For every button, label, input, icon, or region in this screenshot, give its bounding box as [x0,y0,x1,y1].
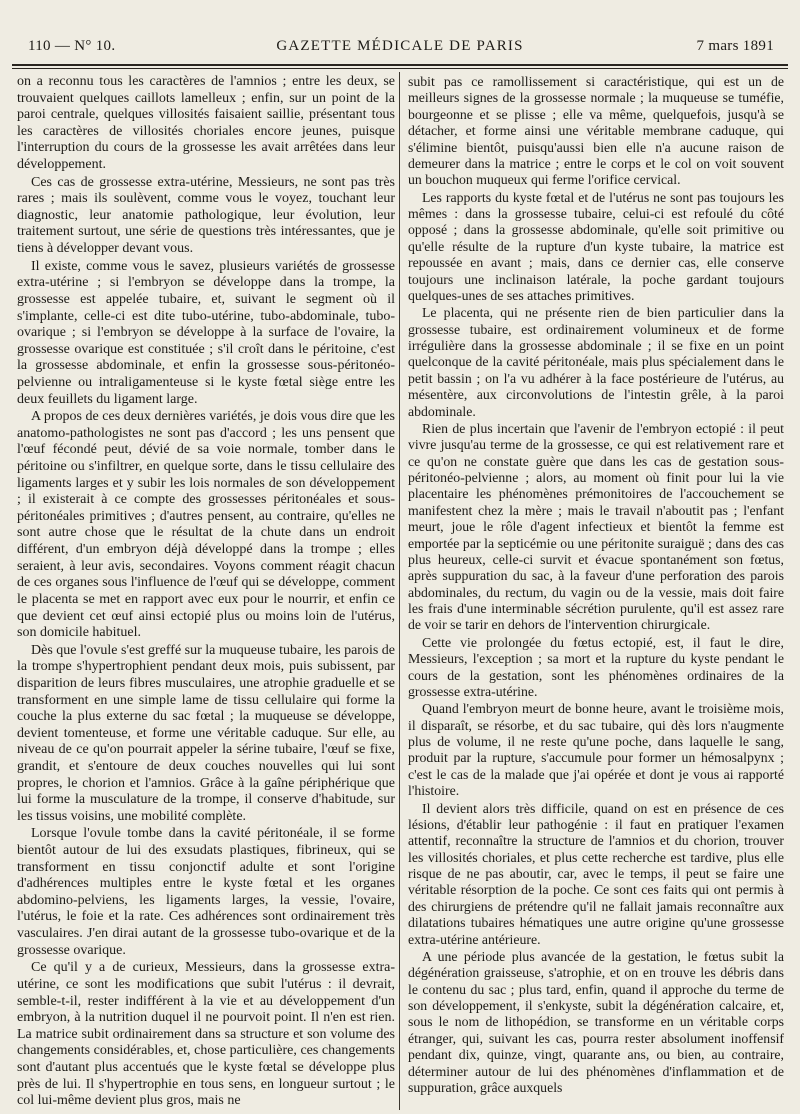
paragraph: Ce qu'il y a de curieux, Messieurs, dans la grossesse extra-utérine, ce sont les modifications que subit l'utérus : il devrait, semble-t-il, rester indifférent à la vie et au développement d'un embryon, à la nutrition duquel il ne pourvoit point. Il n'en est rien. La matrice subit ordinairement dans sa structure et son volume des changements considérables, et, chose particulière, ces changements sont d'autant plus accentués que le kyste fœtal se développe plus près de lui. Il s'hypertrophie en tous sens, en longueur surtout ; le col lui-même devient plus gros, mais ne [17,960,395,1109]
paragraph: Cette vie prolongée du fœtus ectopié, est, il faut le dire, Messieurs, l'exception ; sa mort et la rupture du kyste pendant le cours de la gestation, sont les phénomènes ordinaires de la grossesse extra-utérine. [408,634,784,699]
page-number: 110 — N° 10. [28,38,116,54]
header-rule [12,64,788,69]
paragraph: Dès que l'ovule s'est greffé sur la muqueuse tubaire, les parois de la trompe s'hypertrophient pendant deux mois, puis subissent, par disparition de leurs fibres musculaires, une atrophie graduelle et se transforment en une simple lame de tissu cellulaire qui forme la couche la plus externe du sac fœtal ; la muqueuse se développe, devient tomenteuse, et forme une véritable caduque. Sur elle, au niveau de ce qu'on pourrait appeler la sérine tubaire, l'œuf se fixe, grandit, et s'entoure de deux couches nouvelles qui lui sont propres, le chorion et l'amnios. Grâce à la gaîne périphérique que lui forme la musculature de la trompe, il conserve d'habitude, sur les tissus voisins, une mobilité complète. [17,642,396,824]
left-column [17,74,395,1110]
paragraph: Quand l'embryon meurt de bonne heure, avant le troisième mois, il disparaît, se résorbe, et du sac tubaire, qui dès lors n'augmente plus de volume, il ne reste qu'une poche, dans laquelle le sang, produit par la rupture, s'accumule pour former un hémosalpynx ; c'est le cas de la malade que j'ai opérée et dont je vous ai rapporté l'histoire. [408,701,784,799]
paragraph: Il existe, comme vous le savez, plusieurs variétés de grossesse extra-utérine ; si l'embryon se développe dans la trompe, la grossesse est appelée tubaire, et, suivant le segment où il s'implante, celle-ci est dite tubo-utérine, tubo-abdominale, tubo-ovarique ; si l'embryon se développe à la surface de l'ovaire, la grossesse ovarique est constituée ; s'il croît dans le péritoine, c'est la grossesse abdominale, et enfin la grossesse sous-péritonéo-pelvienne ou intraligamenteuse si le kyste fœtal siège entre les deux feuillets du ligament large. [17,258,395,407]
paragraph: Il devient alors très difficile, quand on est en présence de ces lésions, d'établir leur pathogénie : il faut en pratiquer l'examen attentif, reconnaître la structure de l'amnios et du chorion, trouver les villosités choriales, et plus cette recherche est tardive, plus elle risque de ne pas aboutir, car, avec le temps, il peut se faire une véritable résorption de la poche. Ce sont ces faits qui ont permis à des chirurgiens de prétendre qu'il ne fallait jamais reconnaître aux dilatations tubaires hématiques une autre origine qu'une grossesse extra-utérine antérieure. [408,800,784,947]
page-header [18,32,782,58]
paragraph: Les rapports du kyste fœtal et de l'utérus ne sont pas toujours les mêmes : dans la grossesse tubaire, celui-ci est refoulé du côté opposé ; dans la grossesse abdominale, qu'elle soit primitive ou qu'elle résulte de la rupture d'un kyste tubaire, la matrice est repoussée en avant ; mais, dans ce dernier cas, elle conserve toujours une inclinaison latérale, la poche gardant toujours quelques-unes de ses attaches primitives. [408,189,784,303]
paragraph: A propos de ces deux dernières variétés, je dois vous dire que les anatomo-pathologistes ne sont pas d'accord ; les uns pensent que l'œuf fécondé peut, dévié de sa voie normale, tomber dans le péritoine ou s'infiltrer, en quelque sorte, dans le tissu cellulaire des ligaments larges et y subir les lois normales de son développement ; il existerait à ce compte des grossesses péritonéales et sous-péritonéales primitives ; d'autres pensent, au contraire, qu'elles ne sont autre chose que le résultat de la chute dans un endroit différent, d'un embryon déjà développé dans la trompe ; elles seraient, à leur avis, secondaires. Voyons comment réagit chacun de ces organes sous l'influence de l'œuf qui se développe, comment le placenta se met en rapport avec eux pour le nourrir, et enfin ce que devient cet œuf ainsi ectopié plus ou moins loin de l'utérus, son domicile habituel. [17,409,395,641]
paragraph: Ces cas de grossesse extra-utérine, Messieurs, ne sont pas très rares ; mais ils soulèvent, comme vous le voyez, touchant leur diagnostic, leur anatomie pathologique, leur évolution, leur traitement surtout, une série de questions très intéressantes, que je tiens à développer devant vous. [17,174,395,257]
paragraph: A une période plus avancée de la gestation, le fœtus subit la dégénération graisseuse, s'atrophie, et on en trouve les débris dans le contenu du sac ; plus tard, enfin, quand il approche du terme de son développement, il s'enkyste, subit la dégénération calcaire, et, sous le nom de lithopédion, se transforme en un véritable corps étranger, qui, suivant les cas, pourra rester absolument inoffensif pendant dix, quinze, vingt, quarante ans, ou bien, au contraire, déterminer autour de lui des phénomènes d'inflammation et de suppuration, grâce auxquels [408,948,784,1095]
paragraph: on a reconnu tous les caractères de l'amnios ; entre les deux, se trouvaient quelques caillots lamelleux ; enfin, sur un point de la paroi centrale, quelques villosités faisaient saillie, présentant tous les caractères de villosités choriales encore jeunes, puisque l'interruption du cours de la grossesse les avait arrêtées dans leur développement. [17,74,395,173]
right-column [408,74,784,1096]
issue-date: 7 mars 1891 [696,38,774,54]
column-divider [399,72,400,1110]
paragraph: Rien de plus incertain que l'avenir de l'embryon ectopié : il peut vivre jusqu'au terme de la grossesse, ce qui est relativement rare et ce qu'on ne constate guère que dans les cas de gestation sous-péritonéo-pelvienne ; alors, au moment où finit pour lui la vie placentaire les phénomènes prémonitoires de l'accouchement se manifestent chez la mère ; mais le travail n'aboutit pas ; l'enfant meurt, joue le rôle d'agent infectieux et bientôt la femme est emportée par la septicémie ou une péritonite suraiguë ; dans des cas plus heureux, celle-ci survit et évacue spontanément son fœtus, après suppuration du sac, à la faveur d'une perforation des parois abdominales, du rectum, du vagin ou de la vessie, mais doit faire les frais d'une interminable sécrétion purulente, qu'il est assez rare de voir se tarir en dehors de l'intervention chirurgicale. [408,420,784,633]
paragraph: Lorsque l'ovule tombe dans la cavité péritonéale, il se forme bientôt autour de lui des exsudats plastiques, fibrineux, qui se transforment en tissu conjonctif adulte et sont l'origine d'adhérences multiples entre le kyste fœtal et les organes abdomino-pelviens, les ligaments larges, la vessie, l'ovaire, l'utérus, le foie et la rate. Ces adhérences sont ordinairement très vasculaires. J'en dirai autant de la grossesse tubo-ovarique et de la grossesse ovarique. [17,826,395,958]
paragraph: Le placenta, qui ne présente rien de bien particulier dans la grossesse tubaire, est ordinairement volumineux et de forme irrégulière dans la grossesse abdominale ; il se fixe en un point quelconque de la cavité péritonéale, mais plus spécialement dans le petit bassin ; on l'a vu adhérer à la face postérieure de l'utérus, au mésentère, aux circonvolutions de l'intestin grêle, à la paroi abdominale. [408,305,784,419]
journal-title: GAZETTE MÉDICALE DE PARIS [276,38,524,54]
paragraph: subit pas ce ramollissement si caractéristique, qui est un de meilleurs signes de la grossesse normale ; la muqueuse se tuméfie, bourgeonne et se plisse ; elle va même, quelquefois, jusqu'à se détacher, et forme ainsi une véritable membrane caduque, qui s'élimine bientôt, puisqu'aussi bien elle n'a aucune raison de demeurer dans la matrice ; entre le corps et le col on voit souvent un bouchon muqueux qui ferme l'orifice cervical. [408,74,784,188]
